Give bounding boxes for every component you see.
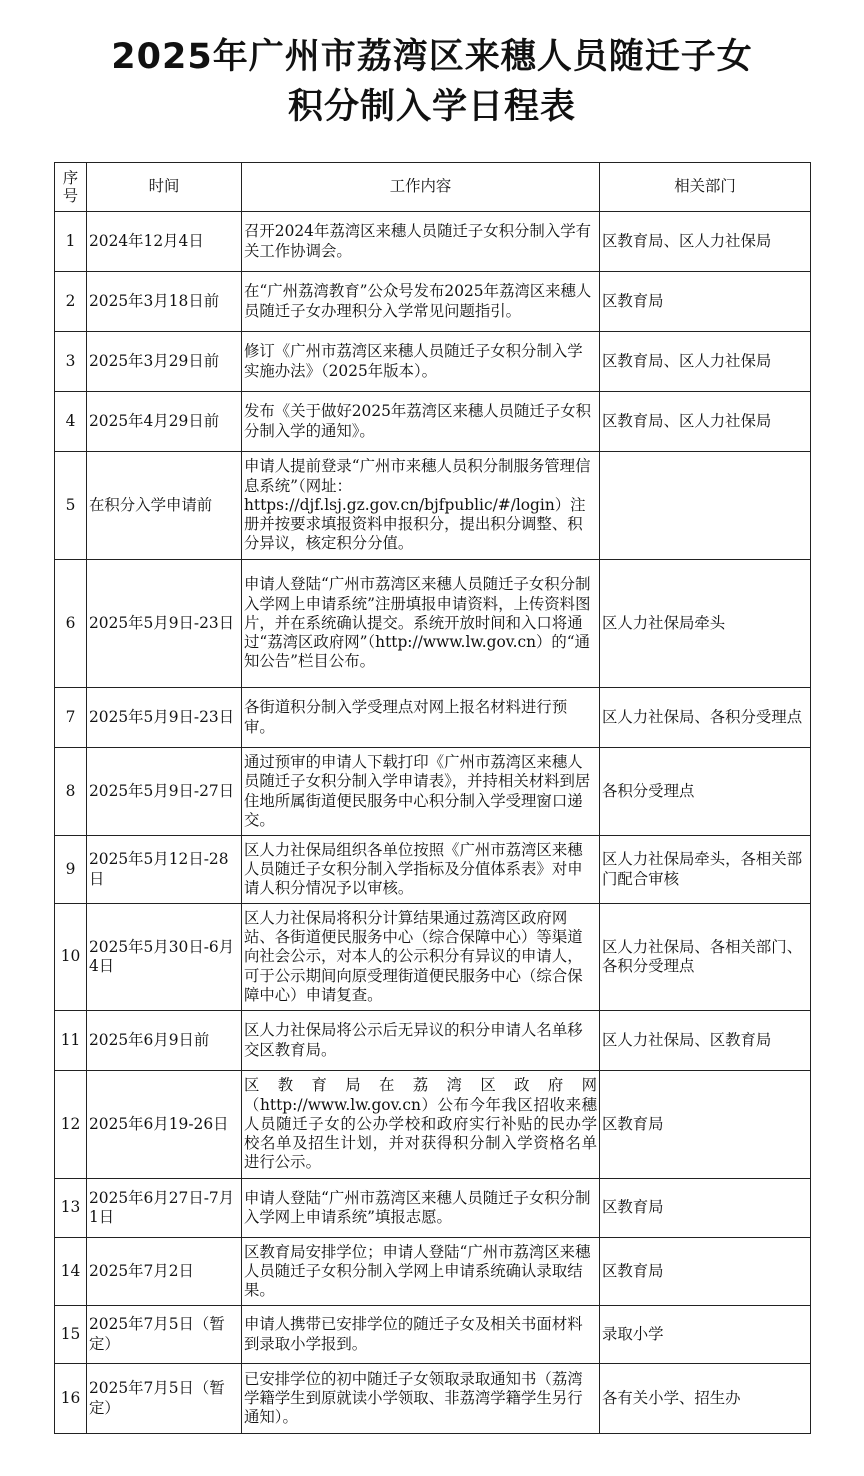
row-dept: 区教育局 [600,1238,811,1306]
title-line-2: 积分制入学日程表 [287,87,576,127]
row-num: 14 [55,1238,87,1306]
row-num: 11 [55,1011,87,1071]
row-dept [600,452,811,560]
row-num: 15 [55,1306,87,1364]
row-date: 2025年5月9日-23日 [87,560,242,688]
row-date: 2025年5月12日-28日 [87,836,242,904]
header-dept: 相关部门 [600,163,811,212]
row-dept: 区人力社保局、区教育局 [600,1011,811,1071]
row-date: 2025年6月19-26日 [87,1071,242,1179]
row-dept: 区教育局、区人力社保局 [600,332,811,392]
row-date: 2024年12月4日 [87,212,242,272]
row-content: 区人力社保局将公示后无异议的积分申请人名单移交区教育局。 [242,1011,600,1071]
row-content: 区教育局安排学位；申请人登陆“广州市荔湾区来穗人员随迁子女积分制入学网上申请系统确认录取结果。 [242,1238,600,1306]
row-content: 在“广州荔湾教育”公众号发布2025年荔湾区来穗人员随迁子女办理积分入学常见问题指引。 [242,272,600,332]
row-num: 3 [55,332,87,392]
row-date: 2025年7月5日（暂定） [87,1364,242,1434]
row-num: 7 [55,688,87,748]
row-dept: 区教育局、区人力社保局 [600,392,811,452]
row-date: 2025年6月27日-7月1日 [87,1179,242,1238]
row-dept: 区人力社保局牵头 [600,560,811,688]
row-date: 2025年3月29日前 [87,332,242,392]
row-num: 13 [55,1179,87,1238]
row-date: 2025年5月9日-27日 [87,748,242,836]
row-dept: 区人力社保局牵头，各相关部门配合审核 [600,836,811,904]
table-row [55,1238,811,1306]
row-dept: 区人力社保局、各积分受理点 [600,688,811,748]
row-content: 各街道积分制入学受理点对网上报名材料进行预审。 [242,688,600,748]
row-content: 申请人携带已安排学位的随迁子女及相关书面材料到录取小学报到。 [242,1306,600,1364]
row-content: 召开2024年荔湾区来穗人员随迁子女积分制入学有关工作协调会。 [242,212,600,272]
table-row [55,1306,811,1364]
row-dept: 录取小学 [600,1306,811,1364]
row-dept: 各积分受理点 [600,748,811,836]
row-num: 12 [55,1071,87,1179]
table-row [55,1011,811,1071]
row-content: 申请人提前登录“广州市来穗人员积分制服务管理信息系统”（网址：https://djf.lsj.gz.gov.cn/bjfpublic/#/login）注册并按要求填报资料申报积分，提出积分调整、积分异议，核定积分分值。 [242,452,600,560]
row-content: 申请人登陆“广州市荔湾区来穗人员随迁子女积分制入学网上申请系统”填报志愿。 [242,1179,600,1238]
page-title [0,32,864,132]
header-num: 序 号 [55,163,87,212]
row-num: 16 [55,1364,87,1434]
row-date: 2025年4月29日前 [87,392,242,452]
row-num: 2 [55,272,87,332]
table-row [55,1364,811,1434]
row-dept: 各有关小学、招生办 [600,1364,811,1434]
row-num: 10 [55,904,87,1011]
table-header-row [55,163,811,212]
row-content: 申请人登陆“广州市荔湾区来穗人员随迁子女积分制入学网上申请系统”注册填报申请资料，上传资料图片，并在系统确认提交。系统开放时间和入口将通过“荔湾区政府网”（http://www.lw.gov.cn）的“通知公告”栏目公布。 [242,560,600,688]
row-date: 在积分入学申请前 [87,452,242,560]
row-content: 发布《关于做好2025年荔湾区来穗人员随迁子女积分制入学的通知》。 [242,392,600,452]
row-num: 1 [55,212,87,272]
row-dept: 区教育局、区人力社保局 [600,212,811,272]
row-content: 已安排学位的初中随迁子女领取录取通知书（荔湾学籍学生到原就读小学领取、非荔湾学籍学生另行通知）。 [242,1364,600,1434]
row-content: 修订《广州市荔湾区来穗人员随迁子女积分制入学实施办法》（2025年版本）。 [242,332,600,392]
row-date: 2025年5月9日-23日 [87,688,242,748]
row-content: 通过预审的申请人下载打印《广州市荔湾区来穗人员随迁子女积分制入学申请表》，并持相关材料到居住地所属街道便民服务中心积分制入学受理窗口递交。 [242,748,600,836]
table-row [55,904,811,1011]
table-row [55,560,811,688]
row-num: 9 [55,836,87,904]
table-row [55,1179,811,1238]
row-dept: 区人力社保局、各相关部门、各积分受理点 [600,904,811,1011]
table-row [55,1071,811,1179]
row-num: 6 [55,560,87,688]
table-row [55,392,811,452]
table-row [55,748,811,836]
row-content: 区教育局在荔湾区政府网（http://www.lw.gov.cn）公布今年我区招收来穗人员随迁子女的公办学校和政府实行补贴的民办学校名单及招生计划，并对获得积分制入学资格名单进行公示。 [242,1071,600,1179]
row-dept: 区教育局 [600,272,811,332]
table-row [55,836,811,904]
row-date: 2025年6月9日前 [87,1011,242,1071]
row-num: 4 [55,392,87,452]
table-row [55,332,811,392]
row-dept: 区教育局 [600,1071,811,1179]
row-date: 2025年7月5日（暂定） [87,1306,242,1364]
row-content: 区人力社保局组织各单位按照《广州市荔湾区来穗人员随迁子女积分制入学指标及分值体系表》对申请人积分情况予以审核。 [242,836,600,904]
table-row [55,452,811,560]
row-dept: 区教育局 [600,1179,811,1238]
row-date: 2025年5月30日-6月4日 [87,904,242,1011]
table-row [55,212,811,272]
row-content: 区人力社保局将积分计算结果通过荔湾区政府网站、各街道便民服务中心（综合保障中心）等渠道向社会公示，对本人的公示积分有异议的申请人，可于公示期间向原受理街道便民服务中心（综合保障中心）申请复查。 [242,904,600,1011]
row-num: 8 [55,748,87,836]
row-num: 5 [55,452,87,560]
table-row [55,688,811,748]
row-date: 2025年7月2日 [87,1238,242,1306]
header-content: 工作内容 [242,163,600,212]
row-date: 2025年3月18日前 [87,272,242,332]
table-row [55,272,811,332]
header-time: 时间 [87,163,242,212]
schedule-table [54,162,811,1434]
title-line-1: 2025年广州市荔湾区来穗人员随迁子女 [111,37,753,77]
